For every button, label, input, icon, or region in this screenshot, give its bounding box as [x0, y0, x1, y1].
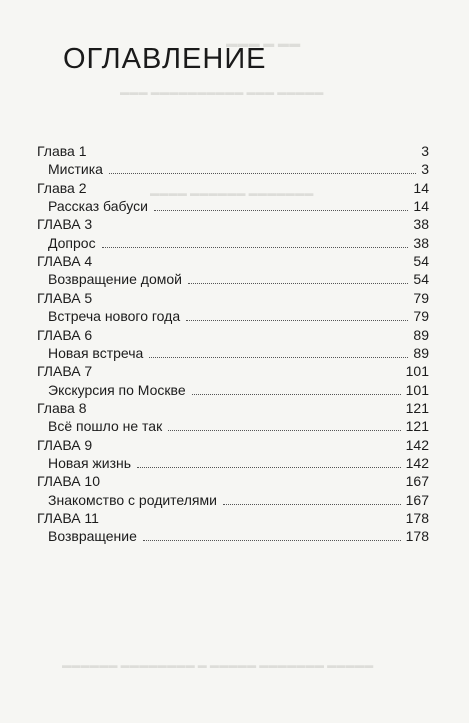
toc-section-entry	[48, 343, 429, 363]
toc-section-entry	[48, 416, 429, 436]
toc-entry-title: ГЛАВА 11	[37, 510, 99, 526]
toc-chapter-entry	[37, 471, 429, 491]
toc-chapter-entry	[37, 251, 429, 271]
dot-leader	[102, 247, 408, 248]
toc-page-number: 121	[405, 399, 429, 416]
toc-entry-title: ГЛАВА 9	[37, 436, 93, 453]
toc-page-number: 79	[413, 308, 429, 325]
toc-section-entry	[48, 269, 429, 289]
toc-page-number: 89	[413, 344, 429, 361]
toc-section-entry	[48, 196, 429, 216]
dot-leader	[192, 394, 401, 395]
toc-chapter-entry	[37, 325, 429, 345]
dot-leader	[188, 283, 408, 284]
toc-section-entry	[48, 306, 429, 326]
toc-page-number: 178	[405, 528, 429, 545]
toc-chapter-entry	[37, 288, 429, 308]
toc-chapter-entry	[37, 398, 429, 418]
toc-entry-title: Встреча нового года	[48, 308, 181, 325]
show-through-text: ▬▬▬ ▬▬▬▬▬▬▬▬▬▬ ▬▬▬ ▬▬▬▬▬	[120, 87, 324, 97]
toc-entry-title: Допрос	[48, 234, 96, 251]
toc-page-number: 167	[405, 473, 429, 490]
page-title: ОГЛАВЛЕНИЕ	[63, 43, 267, 76]
toc-page-number: 54	[413, 253, 429, 270]
toc-page-number: 38	[413, 234, 429, 251]
show-through-text: ▬▬▬ ▬ ▬▬	[226, 38, 301, 50]
toc-page-number: 142	[405, 454, 429, 471]
toc-entry-title: ГЛАВА 6	[37, 326, 93, 343]
toc-entry-title: Рассказ бабуси	[48, 198, 148, 215]
show-through-text: ▬▬▬▬▬▬ ▬▬▬▬▬▬▬▬ ▬ ▬▬▬▬▬ ▬▬▬▬▬▬▬ ▬▬▬▬▬	[62, 660, 374, 670]
toc-entry-title: ГЛАВА 4	[37, 253, 93, 270]
toc-page-number: 167	[405, 491, 429, 508]
toc-chapter-entry	[37, 361, 429, 381]
toc-chapter-entry	[37, 435, 429, 455]
toc-entry-title: ГЛАВА 5	[37, 289, 93, 306]
dot-leader	[109, 173, 416, 174]
dot-leader	[223, 504, 401, 505]
show-through-text: ▬▬▬▬ ▬▬▬▬▬▬ ▬▬▬▬▬▬▬	[150, 188, 314, 198]
dot-leader	[154, 210, 408, 211]
toc-entry-title: Возвращение домой	[48, 271, 182, 288]
toc-section-entry	[48, 233, 429, 253]
toc-page-number: 89	[413, 326, 429, 343]
dot-leader	[186, 320, 408, 321]
toc-page-number: 38	[413, 216, 429, 233]
toc-page-number: 3	[421, 161, 429, 178]
toc-page-number: 121	[405, 418, 429, 435]
toc-section-entry	[48, 159, 429, 179]
dot-leader	[168, 430, 401, 431]
toc-page-number: 101	[405, 363, 429, 380]
toc-chapter-entry	[37, 214, 429, 234]
toc-page-number: 14	[413, 179, 429, 196]
toc-page-number: 54	[413, 271, 429, 288]
toc-page-number: 178	[405, 510, 429, 526]
toc-page-number: 14	[413, 198, 429, 215]
dot-leader	[137, 467, 401, 468]
toc-page-number: 101	[405, 381, 429, 398]
toc-section-entry	[48, 490, 429, 510]
toc-entry-title: Новая жизнь	[48, 454, 132, 471]
toc-entry-title: Новая встреча	[48, 344, 144, 361]
toc-page-number: 79	[413, 289, 429, 306]
toc-chapter-entry	[37, 178, 429, 198]
toc-entry-title: ГЛАВА 10	[37, 473, 100, 490]
toc-entry-title: Глава 2	[37, 179, 87, 196]
toc-section-entry	[48, 453, 429, 473]
toc-entry-title: ГЛАВА 3	[37, 216, 93, 233]
toc-entry-title: ГЛАВА 7	[37, 363, 93, 380]
toc-entry-title: Знакомство с родителями	[48, 491, 217, 508]
toc-page-number: 3	[421, 143, 429, 159]
toc-entry-title: Глава 8	[37, 399, 87, 416]
toc-entry-title: Всё пошло не так	[48, 418, 163, 435]
toc-page-number: 142	[405, 436, 429, 453]
dot-leader	[149, 357, 408, 358]
toc-entry-title: Экскурсия по Москве	[48, 381, 186, 398]
toc-entry-title: Возвращение	[48, 528, 137, 545]
toc-entry-title: Глава 1	[37, 143, 87, 159]
toc-chapter-entry	[37, 141, 429, 161]
dot-leader	[143, 540, 401, 541]
toc-chapter-entry	[37, 508, 429, 528]
toc-entry-title: Мистика	[48, 161, 103, 178]
toc-section-entry	[48, 380, 429, 400]
toc-section-entry	[48, 526, 429, 546]
